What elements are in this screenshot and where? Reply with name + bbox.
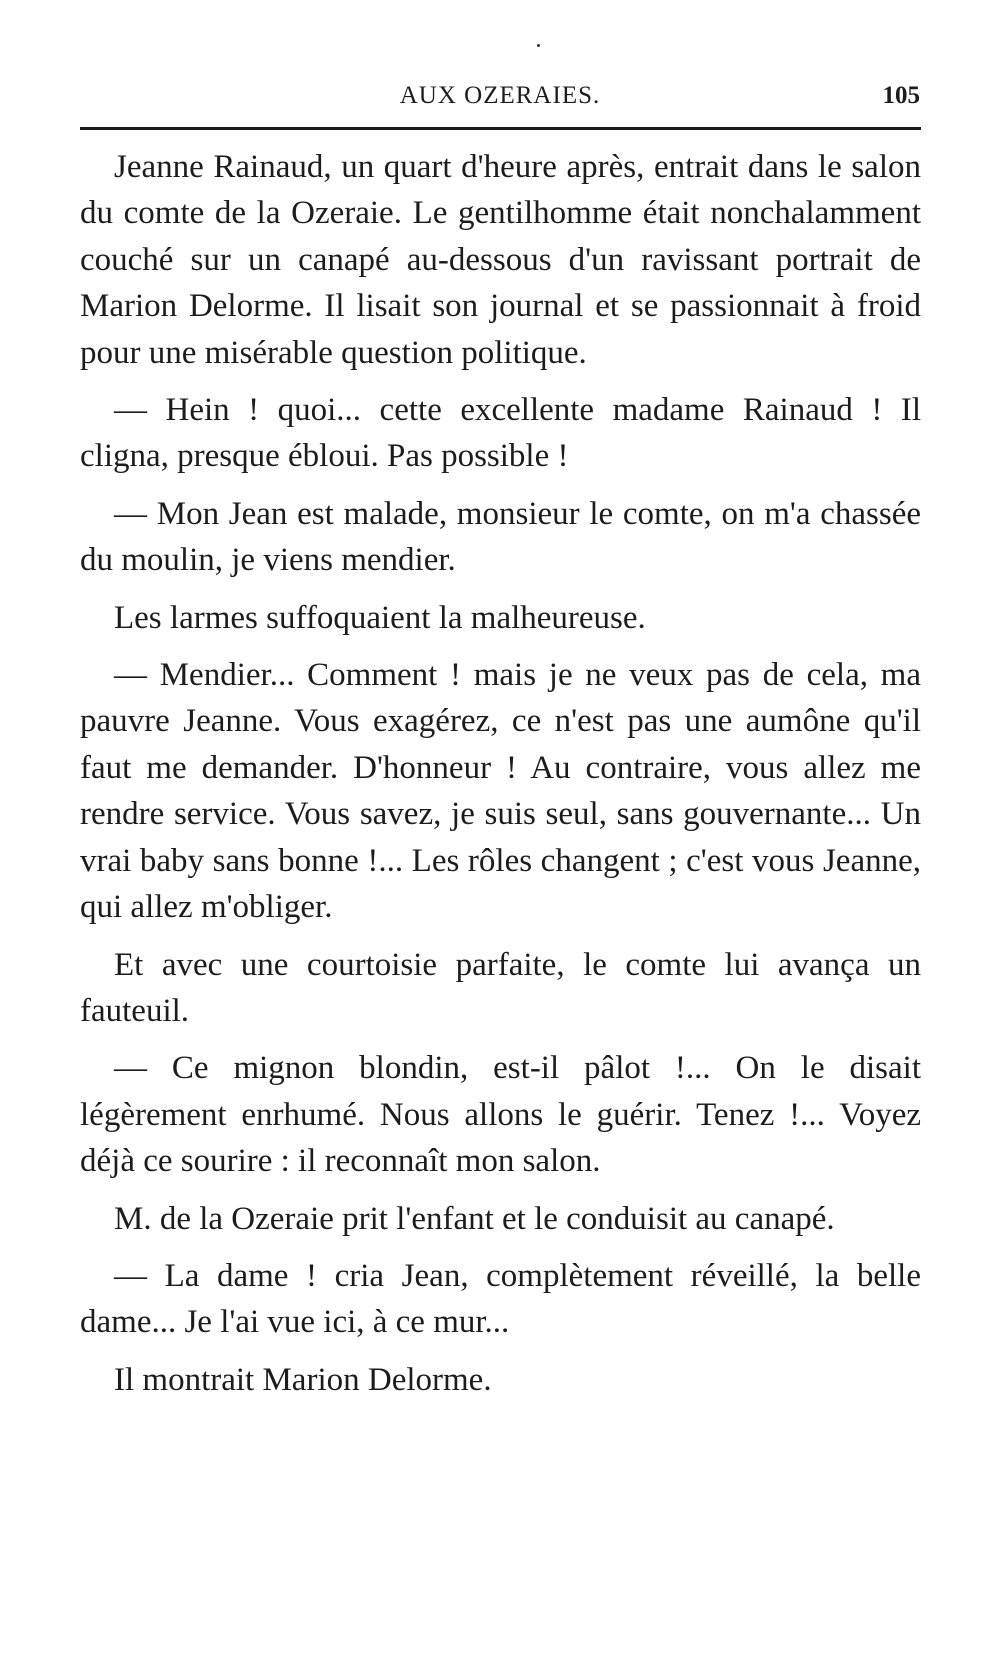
header-rule [80, 127, 921, 130]
paragraph-6: Et avec une courtoisie parfaite, le comte lui avança un fauteuil. [80, 946, 921, 1029]
paragraph-7: — Ce mignon blondin, est-il pâlot !... On le disait légèrement enrhumé. Nous allons le guérir. Tenez !... Voyez déjà ce sourire : il reconnaît mon salon. [80, 1050, 921, 1180]
page-number: 105 [882, 82, 920, 109]
paragraph-1: Jeanne Rainaud, un quart d'heure après, entrait dans le salon du comte de la Ozeraie. Le gentilhomme était nonchalamment couché sur un canapé au-dessous d'un ravissant portrait de Marion Delorme. Il lisait son journal et se passionnait à froid pour une misérable question politique. [80, 149, 921, 371]
running-header [80, 80, 920, 116]
paragraph-5: — Mendier... Comment ! mais je ne veux pas de cela, ma pauvre Jeanne. Vous exagérez, ce n'est pas une aumône qu'il faut me demander. D'honneur ! Au contraire, vous allez me rendre service. Vous savez, je suis seul, sans gouvernante... Un vrai baby sans bonne !... Les rôles changent ; c'est vous Jeanne, qui allez m'obliger. [80, 657, 921, 926]
paragraph-9: — La dame ! cria Jean, complètement réveillé, la belle dame... Je l'ai vue ici, à ce mur... [80, 1257, 921, 1341]
paragraph-4: Les larmes suffoquaient la malheureuse. [114, 599, 646, 636]
paragraph-2: — Hein ! quoi... cette excellente madame Rainaud ! Il cligna, presque ébloui. Pas possible ! [80, 392, 921, 475]
paragraph-10: Il montrait Marion Delorme. [114, 1361, 492, 1398]
paragraph-8: M. de la Ozeraie prit l'enfant et le conduisit au canapé. [114, 1200, 835, 1237]
print-speck [537, 44, 540, 47]
body-text [80, 144, 921, 1414]
running-title: AUX OZERAIES. [399, 82, 601, 109]
paragraph-3: — Mon Jean est malade, monsieur le comte, on m'a chassée du moulin, je viens mendier. [80, 495, 921, 579]
